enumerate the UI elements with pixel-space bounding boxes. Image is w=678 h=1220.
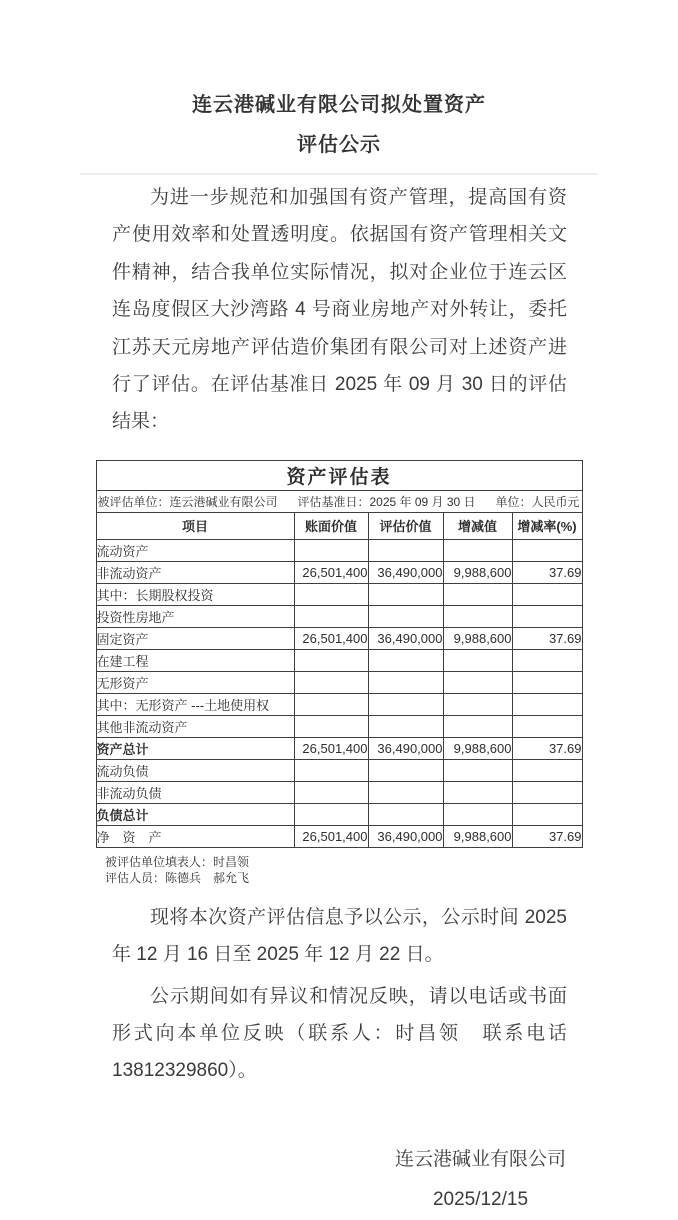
table-row xyxy=(96,825,582,847)
cell-change xyxy=(443,693,512,715)
cell-book-value: 26,501,400 xyxy=(294,737,368,759)
cell-change: 9,988,600 xyxy=(443,825,512,847)
cell-book-value: 26,501,400 xyxy=(294,561,368,583)
cell-appraised-value xyxy=(368,781,443,803)
cell-book-value xyxy=(294,759,368,781)
table-appraisers-note: 评估人员：陈德兵 郝允飞 xyxy=(105,870,250,885)
title-block xyxy=(0,0,678,165)
cell-appraised-value xyxy=(368,693,443,715)
cell-change-rate: 37.69 xyxy=(512,561,582,583)
cell-appraised-value xyxy=(368,715,443,737)
signature-company: 连云港碱业有限公司 xyxy=(394,1148,566,1170)
cell-item: 非流动资产 xyxy=(96,561,294,583)
closing-paragraph-1: 现将本次资产评估信息予以公示，公示时间 2025 年 12 月 16 日至 2025 年 12 月 22 日。 xyxy=(112,906,567,966)
cell-item: 其中：无形资产 ---土地使用权 xyxy=(96,693,294,715)
cell-change-rate xyxy=(512,715,582,737)
cell-change-rate xyxy=(512,693,582,715)
cell-appraised-value xyxy=(368,803,443,825)
cell-change-rate xyxy=(512,539,582,561)
table-row xyxy=(96,671,582,693)
cell-change-rate xyxy=(512,759,582,781)
signature-date: 2025/12/15 xyxy=(432,1188,529,1210)
cell-item: 流动负债 xyxy=(96,759,294,781)
cell-appraised-value xyxy=(368,605,443,627)
cell-item: 其中：长期股权投资 xyxy=(96,583,294,605)
cell-change: 9,988,600 xyxy=(443,561,512,583)
cell-change-rate: 37.69 xyxy=(512,825,582,847)
table-row xyxy=(96,803,582,825)
section-divider xyxy=(80,173,598,175)
cell-change xyxy=(443,715,512,737)
cell-item: 固定资产 xyxy=(96,627,294,649)
table-title: 资产评估表 xyxy=(96,460,582,490)
cell-book-value xyxy=(294,715,368,737)
cell-change-rate xyxy=(512,781,582,803)
cell-book-value xyxy=(294,583,368,605)
cell-item: 其他非流动资产 xyxy=(96,715,294,737)
table-notes xyxy=(105,854,678,886)
page-title-line1: 连云港碱业有限公司拟处置资产 xyxy=(192,94,486,116)
cell-book-value xyxy=(294,649,368,671)
cell-book-value: 26,501,400 xyxy=(294,825,368,847)
cell-change xyxy=(443,649,512,671)
cell-appraised-value xyxy=(368,539,443,561)
cell-change-rate xyxy=(512,671,582,693)
cell-book-value xyxy=(294,671,368,693)
cell-appraised-value xyxy=(368,671,443,693)
cell-book-value xyxy=(294,605,368,627)
cell-item: 在建工程 xyxy=(96,649,294,671)
cell-appraised-value: 36,490,000 xyxy=(368,825,443,847)
table-preparer-note: 被评估单位填表人：时昌领 xyxy=(105,854,250,869)
cell-change: 9,988,600 xyxy=(443,737,512,759)
table-meta xyxy=(97,493,582,510)
intro-paragraph: 为进一步规范和加强国有资产管理，提高国有资产使用效率和处置透明度。依据国有资产管理相关文件精神，结合我单位实际情况，拟对企业位于连云区连岛度假区大沙湾路 4 号商业房地产对外转让，委托江苏天元房地产评估造价集团有限公司对上述资产进行了评估。在评估基准日 2025 年 09 月 30 日的评估结果： xyxy=(112,187,567,433)
table-meta-unit: 单位：人民币元 xyxy=(495,494,580,509)
cell-book-value xyxy=(294,693,368,715)
table-row xyxy=(96,759,582,781)
cell-change-rate xyxy=(512,803,582,825)
col-header-appraised-value: 评估价值 xyxy=(368,512,443,539)
cell-change xyxy=(443,781,512,803)
cell-change: 9,988,600 xyxy=(443,627,512,649)
cell-book-value xyxy=(294,781,368,803)
cell-change xyxy=(443,539,512,561)
table-meta-entity: 被评估单位：连云港碱业有限公司 xyxy=(97,494,278,509)
table-row xyxy=(96,605,582,627)
cell-item: 负债总计 xyxy=(96,803,294,825)
cell-item: 资产总计 xyxy=(96,737,294,759)
table-meta-row xyxy=(96,490,582,512)
col-header-book-value: 账面价值 xyxy=(294,512,368,539)
cell-item: 非流动负债 xyxy=(96,781,294,803)
table-row xyxy=(96,715,582,737)
cell-book-value xyxy=(294,539,368,561)
page-title-line2: 评估公示 xyxy=(297,134,381,156)
table-row xyxy=(96,693,582,715)
cell-change xyxy=(443,605,512,627)
table-header-row xyxy=(96,512,582,539)
col-header-change: 增减值 xyxy=(443,512,512,539)
col-header-item: 项目 xyxy=(96,512,294,539)
cell-change-rate xyxy=(512,649,582,671)
cell-change-rate xyxy=(512,583,582,605)
cell-change-rate: 37.69 xyxy=(512,627,582,649)
asset-appraisal-table xyxy=(96,460,583,848)
cell-item: 净 资 产 xyxy=(96,825,294,847)
table-body xyxy=(96,539,582,847)
cell-appraised-value: 36,490,000 xyxy=(368,737,443,759)
table-meta-base-date: 评估基准日：2025 年 09 月 30 日 xyxy=(297,494,476,509)
closing-paragraph-2: 公示期间如有异议和情况反映，请以电话或书面形式向本单位反映（联系人：时昌领 联系电话 13812329860）。 xyxy=(112,985,587,1082)
signature-block xyxy=(395,1140,566,1220)
cell-appraised-value xyxy=(368,649,443,671)
cell-appraised-value: 36,490,000 xyxy=(368,561,443,583)
cell-change xyxy=(443,803,512,825)
table-row xyxy=(96,539,582,561)
cell-change xyxy=(443,759,512,781)
table-row xyxy=(96,737,582,759)
table-row xyxy=(96,627,582,649)
cell-appraised-value xyxy=(368,759,443,781)
table-row xyxy=(96,649,582,671)
col-header-change-rate: 增减率(%) xyxy=(512,512,582,539)
table-row xyxy=(96,561,582,583)
cell-change xyxy=(443,671,512,693)
table-row xyxy=(96,583,582,605)
cell-item: 流动资产 xyxy=(96,539,294,561)
cell-item: 投资性房地产 xyxy=(96,605,294,627)
table-title-row xyxy=(96,460,582,490)
cell-change-rate xyxy=(512,605,582,627)
cell-book-value xyxy=(294,803,368,825)
cell-item: 无形资产 xyxy=(96,671,294,693)
cell-book-value: 26,501,400 xyxy=(294,627,368,649)
cell-appraised-value: 36,490,000 xyxy=(368,627,443,649)
cell-change xyxy=(443,583,512,605)
cell-change-rate: 37.69 xyxy=(512,737,582,759)
cell-appraised-value xyxy=(368,583,443,605)
table-row xyxy=(96,781,582,803)
